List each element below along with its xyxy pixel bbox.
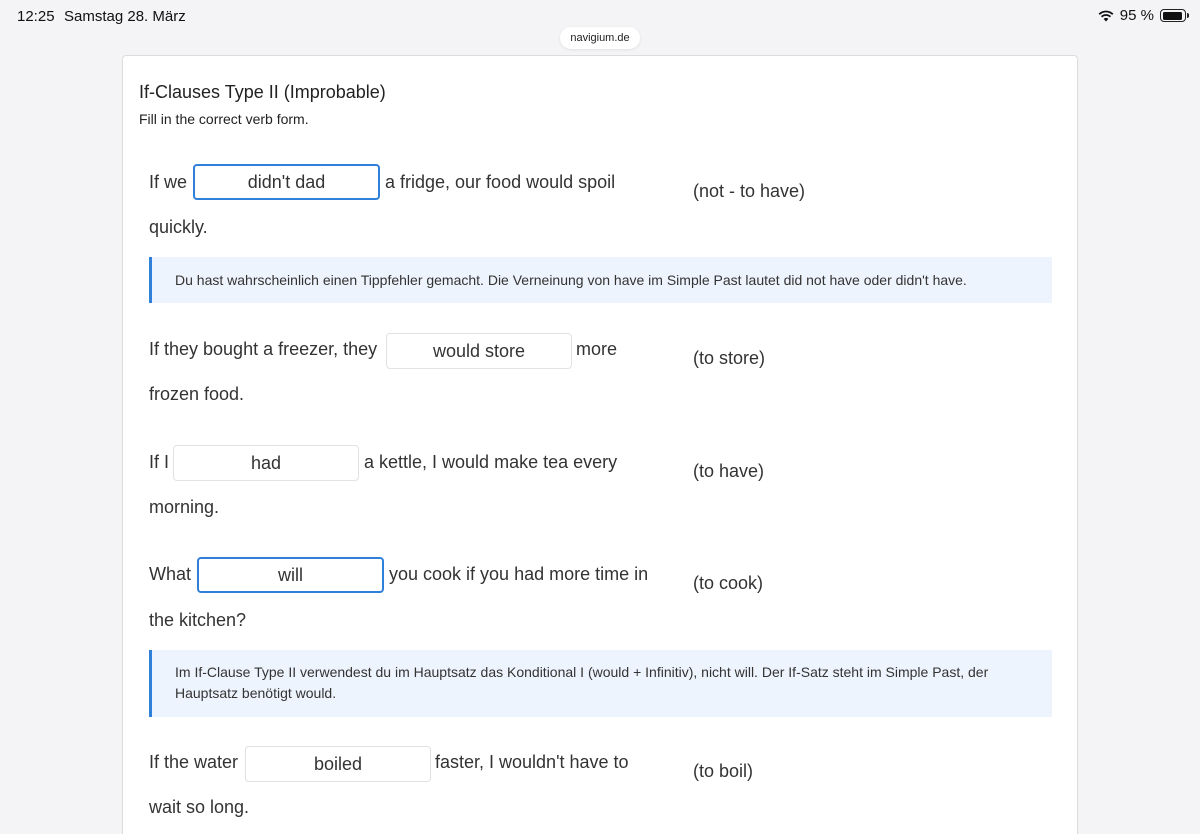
item-3-after: a kettle, I would make tea every [364,452,618,472]
item-5-before: If the water [149,752,239,772]
status-right [1098,7,1186,24]
item-4-hint: (to cook) [693,573,764,593]
item-1-after: a fridge, our food would spoil [385,172,616,192]
item-4-feedback-line-2: Hauptsatz benötigt would. [175,685,337,701]
item-4-continuation: the kitchen? [149,610,247,630]
wifi-icon [1098,10,1114,22]
item-3-before: If I [149,452,170,472]
item-2-answer-input[interactable]: would store [386,333,572,369]
url-bar[interactable]: navigium.de [560,27,640,49]
battery-icon [1160,9,1186,22]
page-title: If-Clauses Type II (Improbable) [139,82,386,102]
item-4-after: you cook if you had more time in [389,564,649,584]
item-2-continuation: frozen food. [149,384,245,404]
item-4-feedback [149,650,1052,717]
item-1-before: If we [149,172,188,192]
item-5-hint: (to boil) [693,761,754,781]
status-date: Samstag 28. März [64,8,186,25]
item-4-answer-input[interactable]: will [197,557,384,593]
status-time: 12:25 [17,8,55,25]
item-2-before: If they bought a freezer, they [149,339,378,359]
item-1-hint: (not - to have) [693,181,806,201]
item-3-answer-input[interactable]: had [173,445,359,481]
item-5-after: faster, I wouldn't have to [435,752,629,772]
item-2-after: more [576,339,618,359]
item-2-hint: (to store) [693,348,766,368]
item-1-answer-input[interactable]: didn't dad [193,164,380,200]
instruction: Fill in the correct verb form. [139,111,309,127]
item-4-before: What [149,564,192,584]
battery-percent: 95 % [1119,7,1154,24]
item-3-hint: (to have) [693,461,765,481]
item-1-continuation: quickly. [149,217,208,237]
exercise-card [122,55,1078,834]
item-5-answer-input[interactable]: boiled [245,746,431,782]
item-1-feedback: Du hast wahrscheinlich einen Tippfehler gemacht. Die Verneinung von have im Simple Past lautet did not have oder didn't have. [149,257,1052,303]
battery-level [1163,12,1183,20]
item-5-continuation: wait so long. [149,797,250,817]
item-4-feedback-line-1: Im If-Clause Type II verwendest du im Hauptsatz das Konditional I (would + Infinitiv), nicht will. Der If-Satz steht im Simple Past, der [175,664,989,680]
item-3-continuation: morning. [149,497,220,517]
